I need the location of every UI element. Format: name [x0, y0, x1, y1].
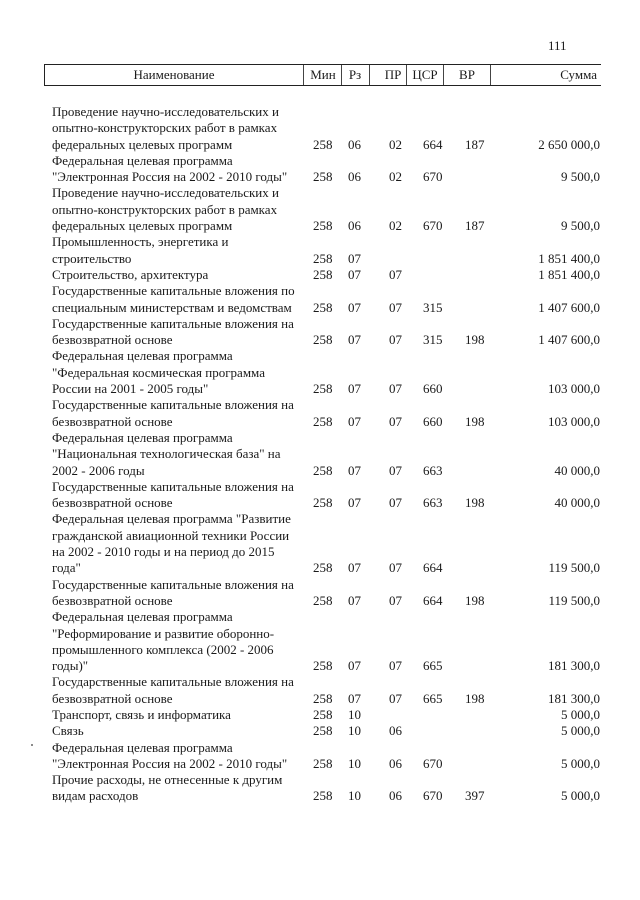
row-sum: 5 000,0: [561, 788, 600, 804]
row-min: 258: [313, 690, 333, 706]
table-row: [52, 740, 612, 773]
row-pr: 06: [389, 788, 402, 804]
row-name: Государственные капитальные вложения на безвозвратной основе: [52, 576, 294, 608]
table-row: [52, 609, 612, 674]
row-vr: 198: [465, 495, 485, 511]
row-rz: 07: [348, 495, 361, 511]
table-row: [52, 185, 612, 234]
row-csr: 670: [423, 788, 443, 804]
header-csr: ЦСР: [412, 67, 438, 82]
row-min: 258: [313, 706, 333, 722]
row-csr: 670: [423, 755, 443, 771]
row-vr: 198: [465, 413, 485, 429]
row-vr: 397: [465, 788, 485, 804]
row-min: 258: [313, 266, 333, 282]
row-csr: 660: [423, 413, 443, 429]
row-sum: 1 851 400,0: [538, 250, 600, 266]
row-pr: 06: [389, 723, 402, 739]
table-row: [52, 234, 612, 267]
table-row: [52, 153, 612, 186]
row-sum: 103 000,0: [548, 413, 600, 429]
row-sum: 9 500,0: [561, 218, 600, 234]
row-rz: 07: [348, 413, 361, 429]
table-row: [52, 397, 612, 430]
row-pr: 07: [389, 658, 402, 674]
row-pr: 07: [389, 560, 402, 576]
row-rz: 10: [348, 706, 361, 722]
row-min: 258: [313, 560, 333, 576]
row-name: Федеральная целевая программа "Электронная Россия на 2002 - 2010 годы": [52, 152, 288, 185]
row-pr: 02: [389, 218, 402, 234]
row-csr: 665: [423, 690, 443, 706]
row-pr: 07: [389, 413, 402, 429]
row-csr: 663: [423, 495, 443, 511]
row-name: Прочие расходы, не отнесенные к другим видам расходов: [52, 772, 283, 804]
budget-table-body: [52, 104, 612, 805]
row-min: 258: [313, 413, 333, 429]
row-rz: 07: [348, 592, 361, 608]
table-row: [52, 430, 612, 479]
row-pr: 07: [389, 299, 402, 315]
row-rz: 06: [348, 218, 361, 234]
row-pr: 02: [389, 136, 402, 152]
row-name: Промышленность, энергетика и строительство: [52, 234, 229, 266]
row-min: 258: [313, 218, 333, 234]
row-name: Федеральная целевая программа "Реформирование и развитие оборонно-промышленного комплекса (2002 - 2006 годы)": [52, 609, 275, 674]
row-min: 258: [313, 169, 333, 185]
row-name: Федеральная целевая программа "Развитие гражданской авиационной техники России на 2002 - 2010 годы и на период до 2015 года": [52, 511, 291, 576]
row-pr: 07: [389, 332, 402, 348]
row-vr: 198: [465, 690, 485, 706]
row-sum: 103 000,0: [548, 381, 600, 397]
row-rz: 10: [348, 788, 361, 804]
row-name: Государственные капитальные вложения на безвозвратной основе: [52, 397, 294, 429]
row-csr: 664: [423, 136, 443, 152]
table-row: [52, 577, 612, 610]
row-rz: 10: [348, 723, 361, 739]
row-csr: 663: [423, 462, 443, 478]
row-rz: 07: [348, 381, 361, 397]
row-pr: 07: [389, 592, 402, 608]
table-row: [52, 674, 612, 707]
row-rz: 06: [348, 169, 361, 185]
table-row: [52, 267, 612, 283]
row-name: Государственные капитальные вложения по специальным министерствам и ведомствам: [52, 283, 295, 315]
header-min: Мин: [310, 67, 336, 82]
row-min: 258: [313, 755, 333, 771]
table-row: [52, 772, 612, 805]
row-sum: 1 407 600,0: [538, 332, 600, 348]
table-row: [52, 723, 612, 739]
row-pr: 07: [389, 690, 402, 706]
row-min: 258: [313, 381, 333, 397]
row-rz: 06: [348, 136, 361, 152]
header-sum: Сумма: [560, 67, 597, 82]
row-pr: 07: [389, 266, 402, 282]
header-rz: Рз: [348, 67, 362, 82]
header-vr: ВР: [459, 67, 475, 82]
row-min: 258: [313, 136, 333, 152]
row-sum: 119 500,0: [548, 560, 600, 576]
row-name: Федеральная целевая программа "Электронная Россия на 2002 - 2010 годы": [52, 739, 288, 771]
column-divider: [303, 65, 304, 85]
row-rz: 07: [348, 658, 361, 674]
row-min: 258: [313, 658, 333, 674]
row-csr: 315: [423, 332, 443, 348]
table-row: [52, 707, 612, 723]
row-sum: 1 851 400,0: [538, 266, 600, 282]
row-rz: 07: [348, 299, 361, 315]
row-name: Проведение научно-исследовательских и опытно-конструкторских работ в рамках федеральных целевых программ: [52, 104, 279, 152]
row-rz: 07: [348, 332, 361, 348]
row-sum: 5 000,0: [561, 755, 600, 771]
row-rz: 07: [348, 250, 361, 266]
row-rz: 07: [348, 462, 361, 478]
row-sum: 5 000,0: [561, 723, 600, 739]
row-sum: 40 000,0: [554, 462, 600, 478]
row-min: 258: [313, 495, 333, 511]
row-min: 258: [313, 332, 333, 348]
row-sum: 40 000,0: [554, 495, 600, 511]
row-name: Государственные капитальные вложения на безвозвратной основе: [52, 478, 294, 511]
page-number: 111: [548, 38, 567, 53]
row-csr: 660: [423, 381, 443, 397]
table-row: [52, 283, 612, 316]
row-vr: 198: [465, 592, 485, 608]
row-name: Связь: [52, 723, 84, 739]
row-csr: 664: [423, 592, 443, 608]
row-csr: 315: [423, 299, 443, 315]
row-csr: 664: [423, 560, 443, 576]
row-sum: 119 500,0: [548, 592, 600, 608]
table-row: [52, 479, 612, 512]
row-min: 258: [313, 788, 333, 804]
row-name: Транспорт, связь и информатика: [52, 706, 231, 722]
row-rz: 07: [348, 266, 361, 282]
row-pr: 07: [389, 381, 402, 397]
row-sum: 9 500,0: [561, 169, 600, 185]
header-pr: ПР: [384, 67, 402, 82]
row-name: Государственные капитальные вложения на безвозвратной основе: [52, 674, 294, 706]
row-csr: 665: [423, 658, 443, 674]
row-name: Строительство, архитектура: [52, 266, 209, 282]
table-row: [52, 511, 612, 576]
scan-speck: [31, 744, 33, 746]
table-row: [52, 348, 612, 397]
row-pr: 06: [389, 755, 402, 771]
row-name: Проведение научно-исследовательских и опытно-конструкторских работ в рамках федеральных целевых программ: [52, 185, 279, 234]
header-name: Наименование: [133, 67, 215, 82]
column-divider: [443, 65, 444, 85]
row-vr: 187: [465, 136, 485, 152]
row-csr: 670: [423, 169, 443, 185]
row-min: 258: [313, 250, 333, 266]
table-header: [44, 64, 601, 86]
row-sum: 1 407 600,0: [538, 299, 600, 315]
row-sum: 181 300,0: [548, 658, 600, 674]
row-vr: 198: [465, 332, 485, 348]
row-min: 258: [313, 462, 333, 478]
row-name: Федеральная целевая программа "Федеральная космическая программа России на 2001 - 2005 годы": [52, 348, 265, 397]
column-divider: [369, 65, 370, 85]
row-min: 258: [313, 592, 333, 608]
row-name: Федеральная целевая программа "Национальная технологическая база" на 2002 - 2006 годы: [52, 429, 281, 478]
row-rz: 07: [348, 690, 361, 706]
row-min: 258: [313, 723, 333, 739]
row-rz: 10: [348, 755, 361, 771]
row-rz: 07: [348, 560, 361, 576]
row-name: Государственные капитальные вложения на безвозвратной основе: [52, 315, 294, 348]
row-sum: 2 650 000,0: [538, 136, 600, 152]
row-pr: 07: [389, 462, 402, 478]
row-sum: 5 000,0: [561, 706, 600, 722]
row-pr: 02: [389, 169, 402, 185]
table-row: [52, 316, 612, 349]
row-csr: 670: [423, 218, 443, 234]
row-sum: 181 300,0: [548, 690, 600, 706]
row-pr: 07: [389, 495, 402, 511]
table-row: [52, 104, 612, 153]
row-vr: 187: [465, 218, 485, 234]
row-min: 258: [313, 299, 333, 315]
